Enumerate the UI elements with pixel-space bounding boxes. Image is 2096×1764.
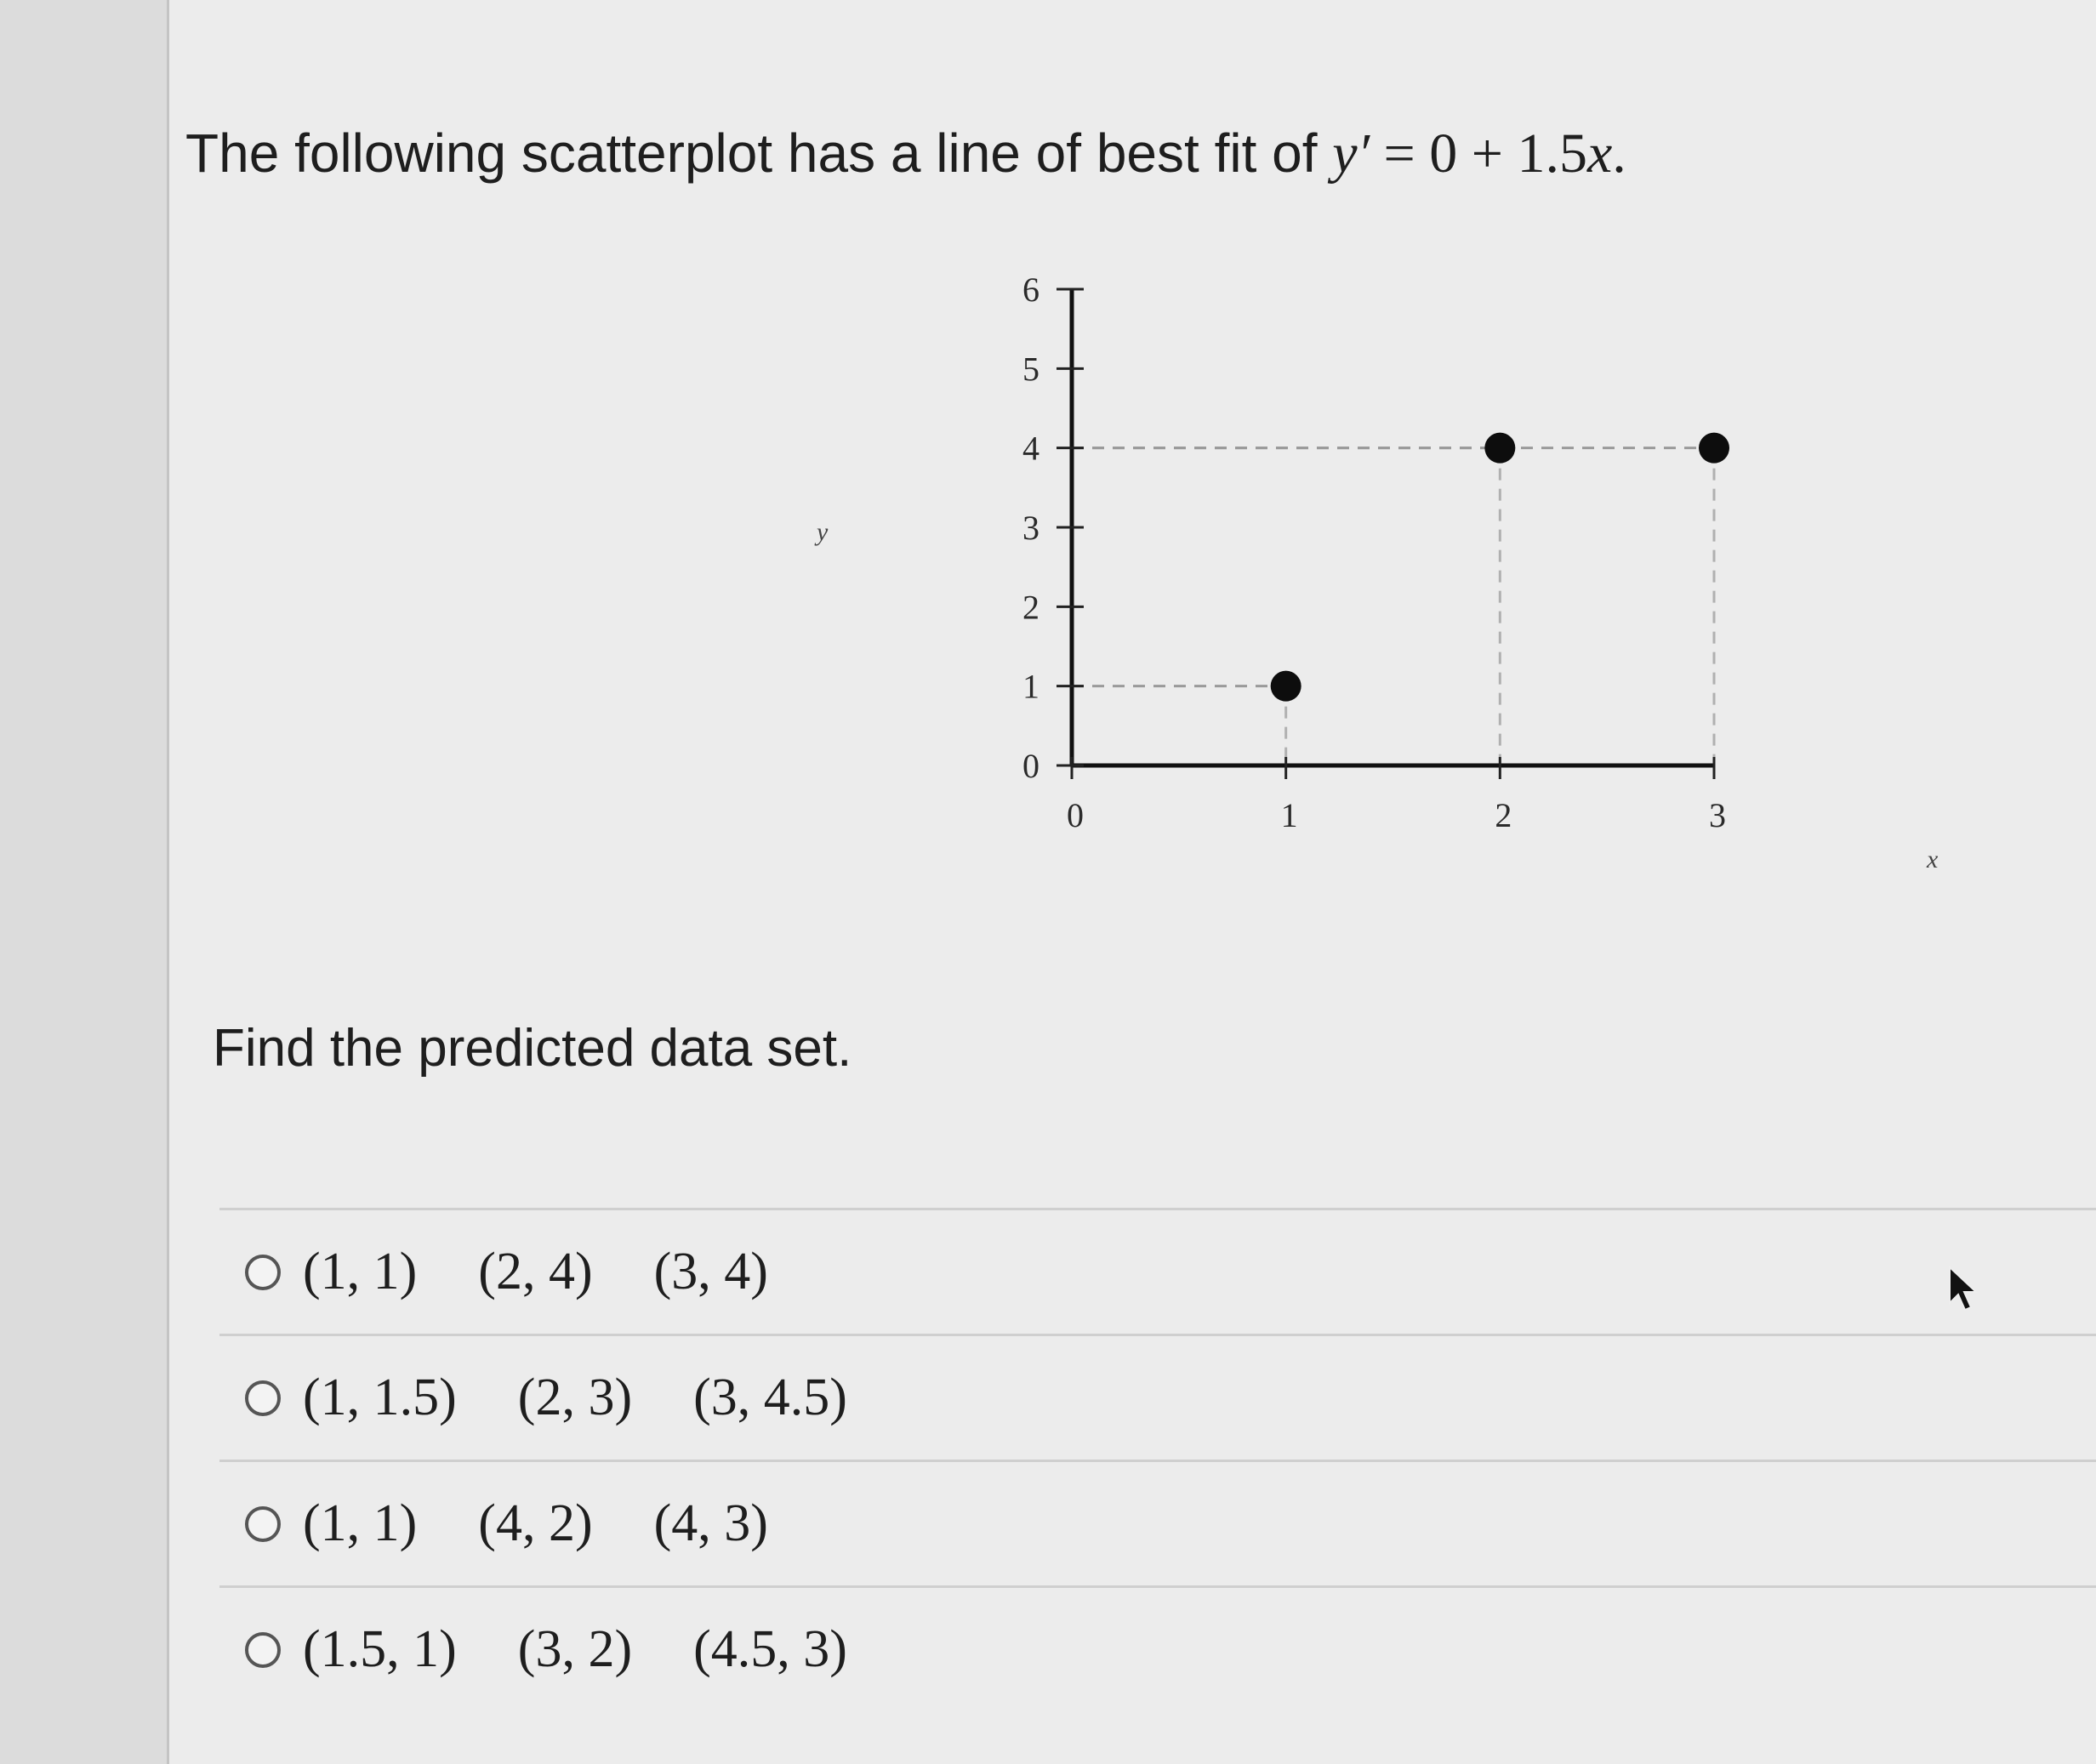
pair: (3, 4.5) [693,1369,847,1426]
answer-options [219,1208,2096,1711]
prompt-text: Find the predicted data set. [213,1019,852,1078]
pair: (1, 1) [303,1494,418,1552]
left-margin-strip [0,0,169,1764]
data-point [1484,433,1515,464]
scatterplot-svg [749,255,2025,902]
answer-option-2[interactable] [219,1334,2096,1460]
pair: (2, 3) [517,1369,633,1426]
answer-option-1[interactable] [219,1208,2096,1334]
y-tick-label: 6 [1022,270,1039,309]
y-tick-label: 3 [1022,509,1039,547]
pair: (1, 1) [303,1243,418,1300]
pair: (4, 3) [653,1494,768,1552]
question-text [185,119,1626,188]
mouse-pointer-icon [1946,1266,1980,1313]
x-tick-label: 0 [1067,796,1084,834]
y-tick-label: 1 [1022,667,1039,706]
radio-button[interactable] [245,1506,281,1542]
pair: (1, 1.5) [303,1369,457,1426]
x-axis-label: x [1927,845,1939,873]
pair: (4.5, 3) [693,1620,847,1678]
pair: (4, 2) [478,1494,593,1552]
x-tick-label: 1 [1280,796,1298,834]
y-tick-label: 5 [1022,350,1039,389]
y-axis-label: y [817,518,829,546]
data-point [1271,671,1301,702]
scatterplot [749,255,2025,902]
pair: (3, 2) [517,1620,633,1678]
pair: (3, 4) [653,1243,768,1300]
data-point [1699,433,1729,464]
regression-equation: y′ = 0 + 1.5x. [1332,122,1626,185]
y-tick-label: 4 [1022,429,1039,468]
x-tick-label: 2 [1495,796,1512,834]
radio-button[interactable] [245,1380,281,1416]
answer-option-3[interactable] [219,1460,2096,1585]
radio-button[interactable] [245,1632,281,1668]
question-sentence: The following scatterplot has a line of best fit of [185,122,1333,184]
pair: (2, 4) [478,1243,593,1300]
y-tick-label: 2 [1022,588,1039,627]
radio-button[interactable] [245,1255,281,1290]
pair: (1.5, 1) [303,1620,457,1678]
y-tick-label: 0 [1022,747,1039,785]
x-tick-label: 3 [1709,796,1726,834]
answer-option-4[interactable] [219,1585,2096,1711]
